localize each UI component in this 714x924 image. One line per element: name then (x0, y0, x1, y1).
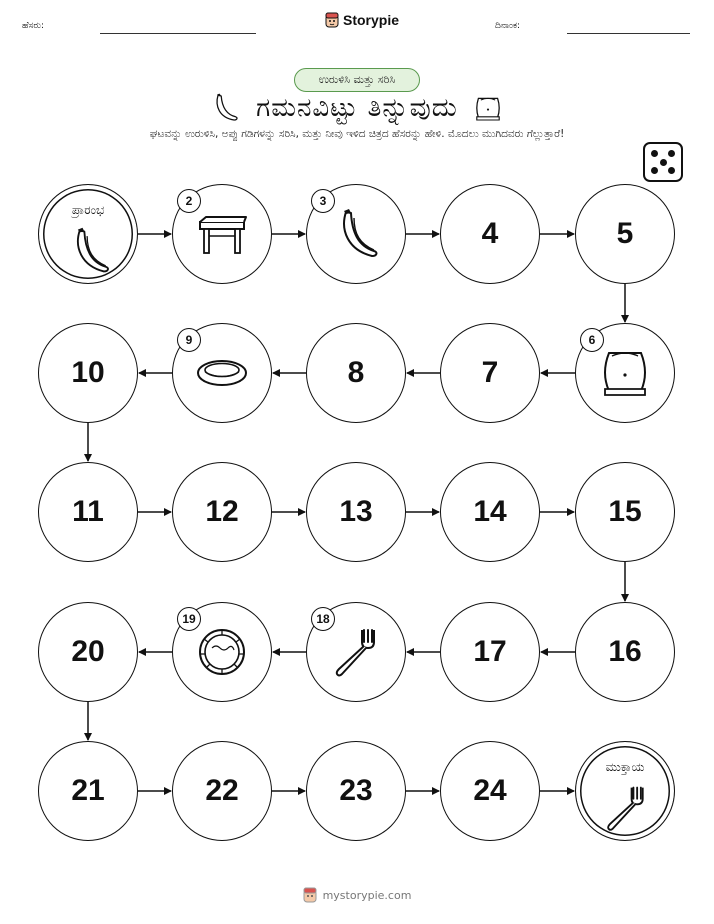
space-number: 10 (71, 356, 105, 389)
space-number: 17 (473, 635, 507, 668)
board-space[interactable] (172, 741, 272, 841)
space-number: 5 (616, 217, 634, 250)
board-space-picture[interactable] (172, 602, 272, 702)
brand-name: Storypie (343, 12, 400, 28)
space-number: 4 (481, 217, 499, 250)
start-label: ಪ್ರಾರಂಭ (71, 203, 105, 217)
space-number: 24 (473, 774, 507, 807)
space-number-badge: 9 (177, 328, 201, 352)
dice-pip (660, 159, 667, 166)
banana-icon (210, 92, 242, 124)
board-space[interactable] (440, 741, 540, 841)
space-number: 16 (608, 635, 642, 668)
space-number: 15 (608, 495, 642, 528)
dice-pip (651, 167, 658, 174)
name-label: ಹೆಸರು: (22, 21, 45, 31)
board-space[interactable] (38, 323, 138, 423)
space-number-badge: 6 (580, 328, 604, 352)
board-space-picture[interactable] (306, 184, 406, 284)
belly-icon (597, 345, 653, 401)
space-number: 12 (205, 495, 239, 528)
space-number: 13 (339, 495, 373, 528)
finish-label: ಮುಕ್ತಾಯ (605, 760, 645, 774)
banana-icon (328, 206, 384, 262)
belly-icon (472, 92, 504, 124)
finish-space[interactable] (575, 741, 675, 841)
board-space[interactable] (440, 602, 540, 702)
plate-icon (194, 345, 250, 401)
space-number-badge: 2 (177, 189, 201, 213)
board-space[interactable] (38, 462, 138, 562)
instructions: ಘಟವನ್ನು ಉರುಳಿಸಿ, ಅಪ್ಪು ಗಡಿಗಳನ್ನು ಸರಿಸಿ, ಮತ್ತು ನೀವು ಇಳಿದ ಚಿತ್ರದ ಹೆಸರನ್ನು ಹೇಳಿ. ಮೊದಲು ಮುಗಿದವರು ಗೆಲ್ಲುತ್ತಾರೆ! (149, 128, 565, 140)
brand-logo (325, 12, 399, 28)
footer (0, 887, 714, 903)
storypie-mascot-icon (325, 12, 339, 28)
dice-pip (668, 167, 675, 174)
space-number: 23 (339, 774, 373, 807)
board-space[interactable] (306, 323, 406, 423)
space-number-badge: 3 (311, 189, 335, 213)
dice-pip (651, 150, 658, 157)
table-icon (194, 206, 250, 262)
board-space-picture[interactable] (306, 602, 406, 702)
space-number: 14 (473, 495, 507, 528)
board-space[interactable] (440, 184, 540, 284)
pie-icon (194, 624, 250, 680)
board-space[interactable] (575, 462, 675, 562)
dice-five[interactable] (643, 142, 683, 182)
board-space[interactable] (440, 462, 540, 562)
space-number-badge: 18 (311, 607, 335, 631)
board-space-picture[interactable] (172, 323, 272, 423)
board-space[interactable] (306, 462, 406, 562)
space-number: 21 (71, 774, 105, 807)
space-number-badge: 19 (177, 607, 201, 631)
board-space[interactable] (440, 323, 540, 423)
space-number: 22 (205, 774, 239, 807)
board-space[interactable] (38, 741, 138, 841)
storypie-mascot-icon (303, 887, 317, 903)
page-title-row (0, 92, 714, 124)
footer-url: mystorypie.com (322, 888, 412, 902)
space-number: 20 (71, 635, 105, 668)
banana-icon (63, 225, 115, 277)
dice-pip (668, 150, 675, 157)
board-space-picture[interactable] (172, 184, 272, 284)
name-field-line[interactable] (100, 33, 256, 34)
activity-type-pill: ಉರುಳಿಸಿ ಮತ್ತು ಸರಿಸಿ (294, 68, 420, 92)
page-title: ಗಮನವಿಟ್ಟು ತಿನ್ನುವುದು (256, 92, 458, 123)
date-field-line[interactable] (567, 33, 690, 34)
start-space[interactable] (38, 184, 138, 284)
space-number: 7 (481, 356, 499, 389)
board-space[interactable] (38, 602, 138, 702)
space-number: 8 (347, 356, 365, 389)
board-space[interactable] (172, 462, 272, 562)
board-space[interactable] (575, 184, 675, 284)
date-label: ದಿನಾಂಕ: (495, 21, 521, 31)
fork-icon (328, 624, 384, 680)
board-space[interactable] (306, 741, 406, 841)
board-space-picture[interactable] (575, 323, 675, 423)
fork-icon (600, 782, 652, 834)
board-space[interactable] (575, 602, 675, 702)
space-number: 11 (72, 495, 104, 528)
